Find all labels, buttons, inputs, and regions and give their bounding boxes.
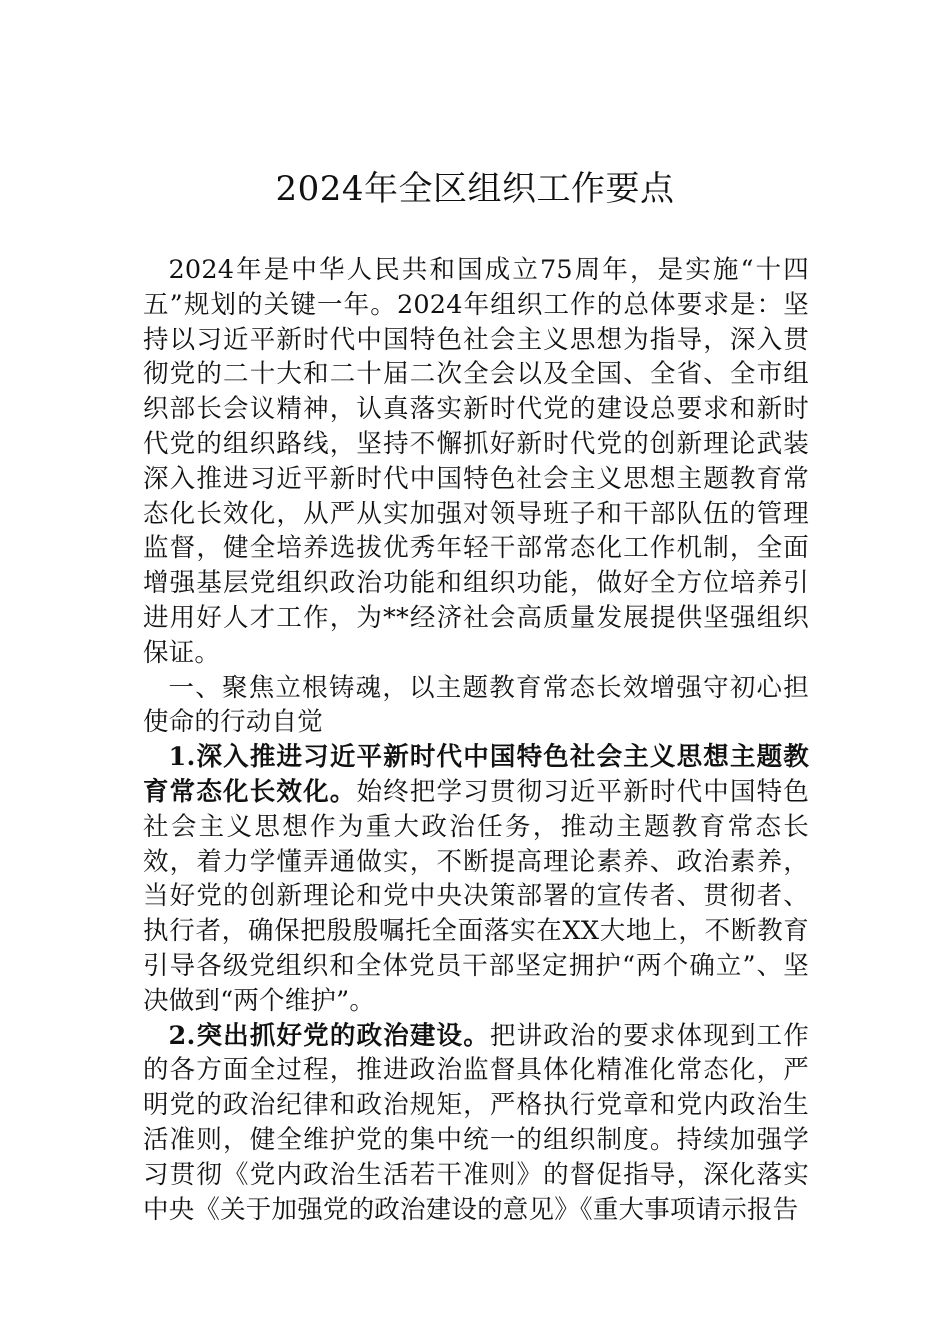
- item-text-1: 始终把学习贯彻习近平新时代中国特色社会主义思想作为重大政治任务，推动主题教育常态长效，着力学懂弄通做实，不断提高理论素养、政治素养，当好党的创新理论和党中央决策部署的宣传者、贯彻者、执行者，确保把殷殷嘱托全面落实在XX大地上，不断教育引导各级党组织和全体党员干部坚定拥护“两个确立”、坚决做到“两个维护”。: [143, 776, 809, 1016]
- item-text-2: 把讲政治的要求体现到工作的各方面全过程，推进政治监督具体化精准化常态化，严明党的政治纪律和政治规矩，严格执行党章和党内政治生活准则，健全维护党的集中统一的组织制度。持续加强学习贯彻《党内政治生活若干准则》的督促指导，深化落实中央《关于加强党的政治建设的意见》《重大事项请示报告: [143, 1020, 809, 1225]
- item-paragraph-2: [143, 1019, 809, 1228]
- item-lead-1: 1.深入推进习近平新时代中国特色社会主义思想主题教育常态化长效化。: [143, 742, 809, 807]
- document-body: [143, 253, 809, 1227]
- intro-paragraph: 2024年是中华人民共和国成立75周年，是实施“十四五”规划的关键一年。2024年组织工作的总体要求是：坚持以习近平新时代中国特色社会主义思想为指导，深入贯彻党的二十大和二十届二次全会以及全国、全省、全市组织部长会议精神，认真落实新时代党的建设总要求和新时代党的组织路线，坚持不懈抓好新时代党的创新理论武装深入推进习近平新时代中国特色社会主义思想主题教育常态化长效化，从严从实加强对领导班子和干部队伍的管理监督，健全培养选拔优秀年轻干部常态化工作机制，全面增强基层党组织政治功能和组织功能，做好全方位培养引进用好人才工作，为**经济社会高质量发展提供坚强组织保证。: [143, 255, 809, 668]
- item-paragraph-1: [143, 740, 809, 1018]
- item-lead-2: 2.突出抓好党的政治建设。: [168, 1020, 490, 1051]
- document-title: 2024年全区组织工作要点: [275, 169, 675, 209]
- section-heading: 一、聚焦立根铸魂，以主题教育常态长效增强守初心担使命的行动自觉: [143, 672, 809, 738]
